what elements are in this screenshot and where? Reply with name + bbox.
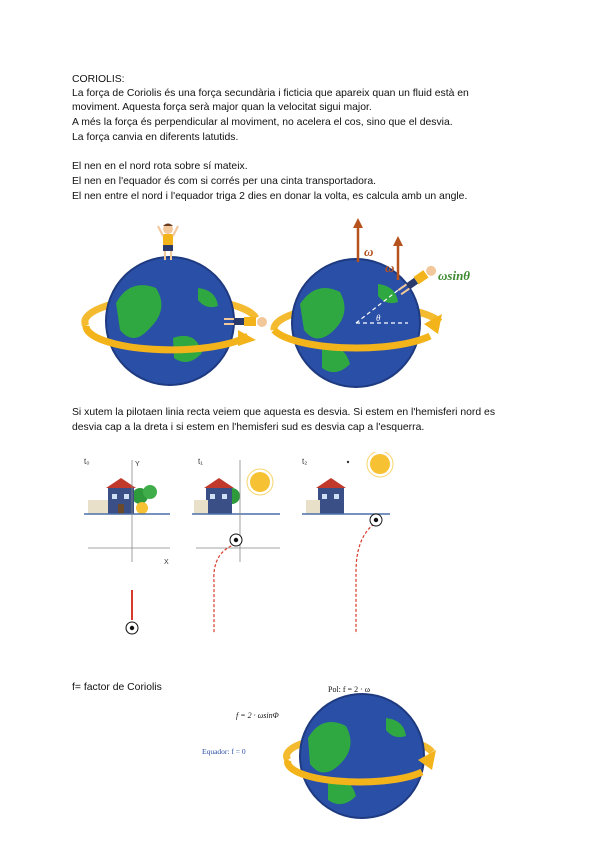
omega-label-2: ω — [385, 260, 395, 275]
ball-line-1: Si xutem la pilotaen linia recta veiem que aquesta es desvia. Si estem en l'hemisferi nord es — [72, 407, 496, 418]
theta-label: θ — [376, 313, 381, 323]
intro-line-1: La força de Coriolis és una força secundària i ficticia que apareix quan un fluid està en — [72, 88, 469, 99]
equator-formula: Equador: f = 0 — [202, 747, 246, 756]
panel-t2 — [302, 452, 393, 634]
children-line-2: El nen en l'equador és com si corrés per una cinta transportadora. — [72, 176, 377, 187]
panel2-time-label: t₁ — [198, 457, 203, 466]
panel-t1 — [192, 457, 280, 634]
children-line-3: El nen entre el nord i l'equador triga 2 dies en donar la volta, es calcula amb un angle. — [72, 191, 468, 202]
intro-line-4: La força canvia en diferents latutids. — [72, 132, 239, 143]
panel1-time-label: t₀ — [84, 457, 90, 466]
child-north-pole — [158, 224, 178, 261]
children-line-1: El nen en el nord rota sobre sí mateix. — [72, 161, 248, 172]
globe-left — [85, 257, 256, 385]
factor-label: f= factor de Coriolis — [72, 682, 162, 693]
panel-t0 — [84, 457, 170, 634]
pole-formula: Pol: f = 2 · ω — [328, 685, 370, 694]
ball-deflection-figure — [80, 452, 398, 642]
omega-label-1: ω — [364, 244, 374, 259]
panel3-time-label: t₂ — [302, 457, 308, 466]
heading: CORIOLIS: — [72, 74, 125, 85]
coriolis-globes-figure — [78, 218, 518, 396]
omega-sin-label: ωsinθ — [438, 268, 471, 283]
intro-line-3: A més la força és perpendicular al moviment, no acelera el cos, sino que el desvia. — [72, 117, 453, 128]
mid-latitude-formula: f = 2 · ωsinΦ — [236, 711, 279, 720]
coriolis-factor-figure — [196, 680, 452, 830]
intro-line-2: moviment. Aquesta força serà major quan la velocitat sigui major. — [72, 102, 372, 113]
ball-line-2: desvia cap a la dreta i si estem en l'hemisferi sud es desvia cap a l'esquerra. — [72, 422, 425, 433]
axis-x-label: X — [164, 559, 169, 566]
axis-y-label: Y — [135, 461, 140, 468]
